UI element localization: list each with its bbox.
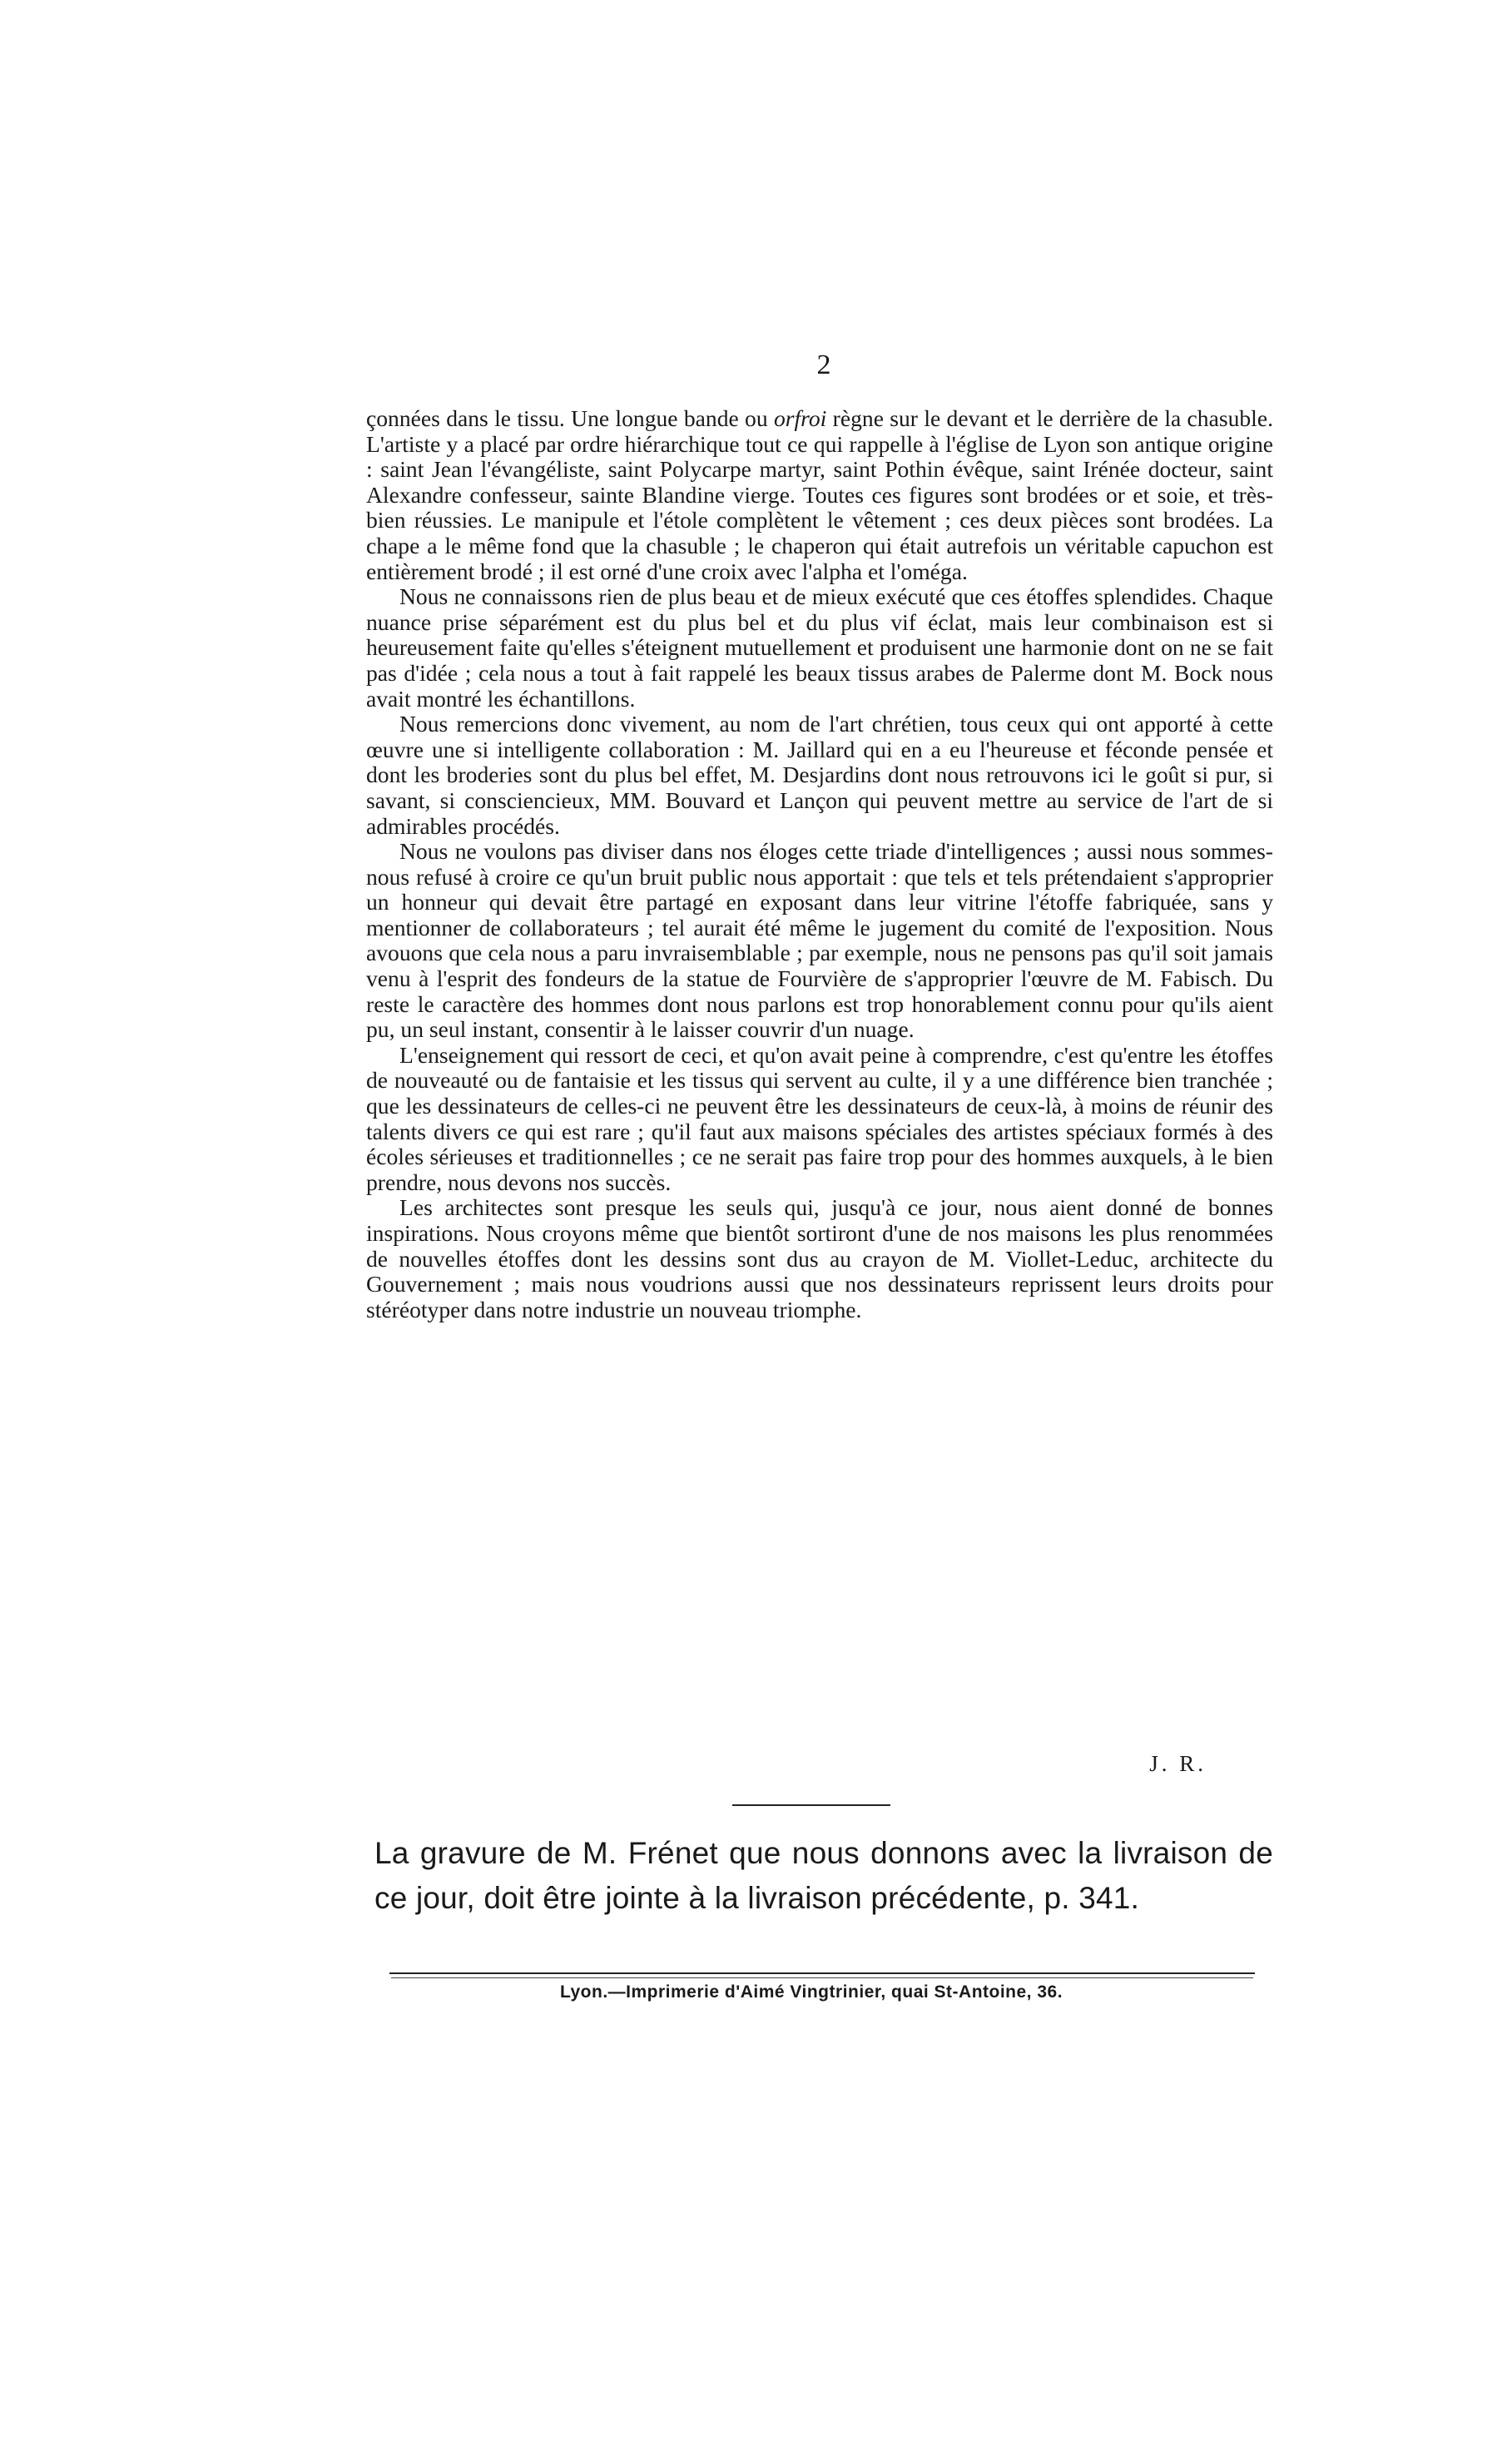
printer-imprint: Lyon.—Imprimerie d'Aimé Vingtrinier, quai St-Antoine, 36. [559, 1982, 1063, 2002]
paragraph-1-rest: règne sur le devant et le derrière de la chasuble. L'artiste y a placé par ordre hiérarchique tout ce qui rappelle à l'église de Lyon son antique origine : saint Jean l'évangéliste, saint Polycarpe martyr, saint Pothin évêque, saint Irénée docteur, saint Alexandre confesseur, sainte Blandine vierge. Toutes ces figures sont brodées or et soie, et très-bien réussies. Le manipule et l'étole complètent le vêtement ; ces deux pièces sont brodées. La chape a le même fond que la chasuble ; le chaperon qui était autrefois un véritable capuchon est entièrement brodé ; il est orné d'une croix avec l'alpha et l'oméga. [366, 405, 1273, 584]
italic-term-orfroi: orfroi [773, 405, 827, 431]
paragraph-5: L'enseignement qui ressort de ceci, et qu'on avait peine à comprendre, c'est qu'entre les étoffes de nouveauté ou de fantaisie et les tissus qui servent au culte, il y a une différence bien tranchée ; que les dessinateurs de celles-ci ne peuvent être les dessinateurs de ceux-là, à moins de réunir des talents divers ce qui est rare ; qu'il faut aux maisons spéciales des artistes spéciaux formés à des écoles sérieuses et traditionnelles ; ce ne serait pas faire trop pour des hommes auxquels, à le bien prendre, nous devons nos succès. [366, 1041, 1273, 1195]
paragraph-3: Nous remercions donc vivement, au nom de l'art chrétien, tous ceux qui ont apporté à cette œuvre une si intelligente collaboration : M. Jaillard qui en a eu l'heureuse et féconde pensée et dont les broderies sont du plus bel effet, M. Desjardins dont nous retrouvons ici le goût si pur, si savant, si consciencieux, MM. Bouvard et Lançon qui peuvent mettre au service de l'art de si admirables procédés. [366, 711, 1273, 839]
page-number: 2 [816, 350, 831, 380]
paragraph-4: Nous ne voulons pas diviser dans nos éloges cette triade d'intelligences ; aussi nous sommes-nous refusé à croire ce qu'un bruit public nous apportait : que tels et tels prétendaient s'approprier un honneur qui devait être partagé en exposant dans leur vitrine l'étoffe fabriquée, sans y mentionner de collaborateurs ; tel aurait été même le jugement du comité de l'exposition. Nous avouons que cela nous a paru invraisemblable ; par exemple, nous ne pensons pas qu'il soit jamais venu à l'esprit des fondeurs de la statue de Fourvière de s'approprier l'œuvre de M. Fabisch. Du reste le caractère des hommes dont nous parlons est trop honorablement connu pour qu'ils aient pu, un seul instant, consentir à le laisser couvrir d'un nuage. [366, 838, 1273, 1043]
engraving-notice: La gravure de M. Frénet que nous donnons avec la livraison de ce jour, doit être jointe à la livraison précédente, p. 341. [374, 1836, 1273, 1915]
footer-rule-bottom [391, 1977, 1253, 1978]
paragraph-1 [366, 406, 1273, 584]
paragraph-6: Les architectes sont presque les seuls qui, jusqu'à ce jour, nous aient donné de bonnes inspirations. Nous croyons même que bientôt sortiront d'une de nos maisons les plus renommées de nouvelles étoffes dont les dessins sont dus au crayon de M. Viollet-Leduc, architecte du Gouvernement ; mais nous voudrions aussi que nos dessinateurs reprissent leurs droits pour stéréotyper dans notre industrie un nouveau triomphe. [366, 1194, 1273, 1322]
author-signature: J. R. [1149, 1751, 1207, 1776]
section-divider [732, 1804, 890, 1806]
footer-rule-top [389, 1972, 1255, 1974]
paragraph-1-start: çonnées dans le tissu. Une longue bande ou [366, 405, 774, 431]
paragraph-2: Nous ne connaissons rien de plus beau et de mieux exécuté que ces étoffes splendides. Chaque nuance prise séparément est du plus bel et du plus vif éclat, mais leur combinaison est si heureusement faite qu'elles s'éteignent mutuellement et produisent une harmonie dont on ne se fait pas d'idée ; cela nous a tout à fait rappelé les beaux tissus arabes de Palerme dont M. Bock nous avait montré les échantillons. [366, 583, 1273, 712]
article-body [366, 406, 1273, 1322]
